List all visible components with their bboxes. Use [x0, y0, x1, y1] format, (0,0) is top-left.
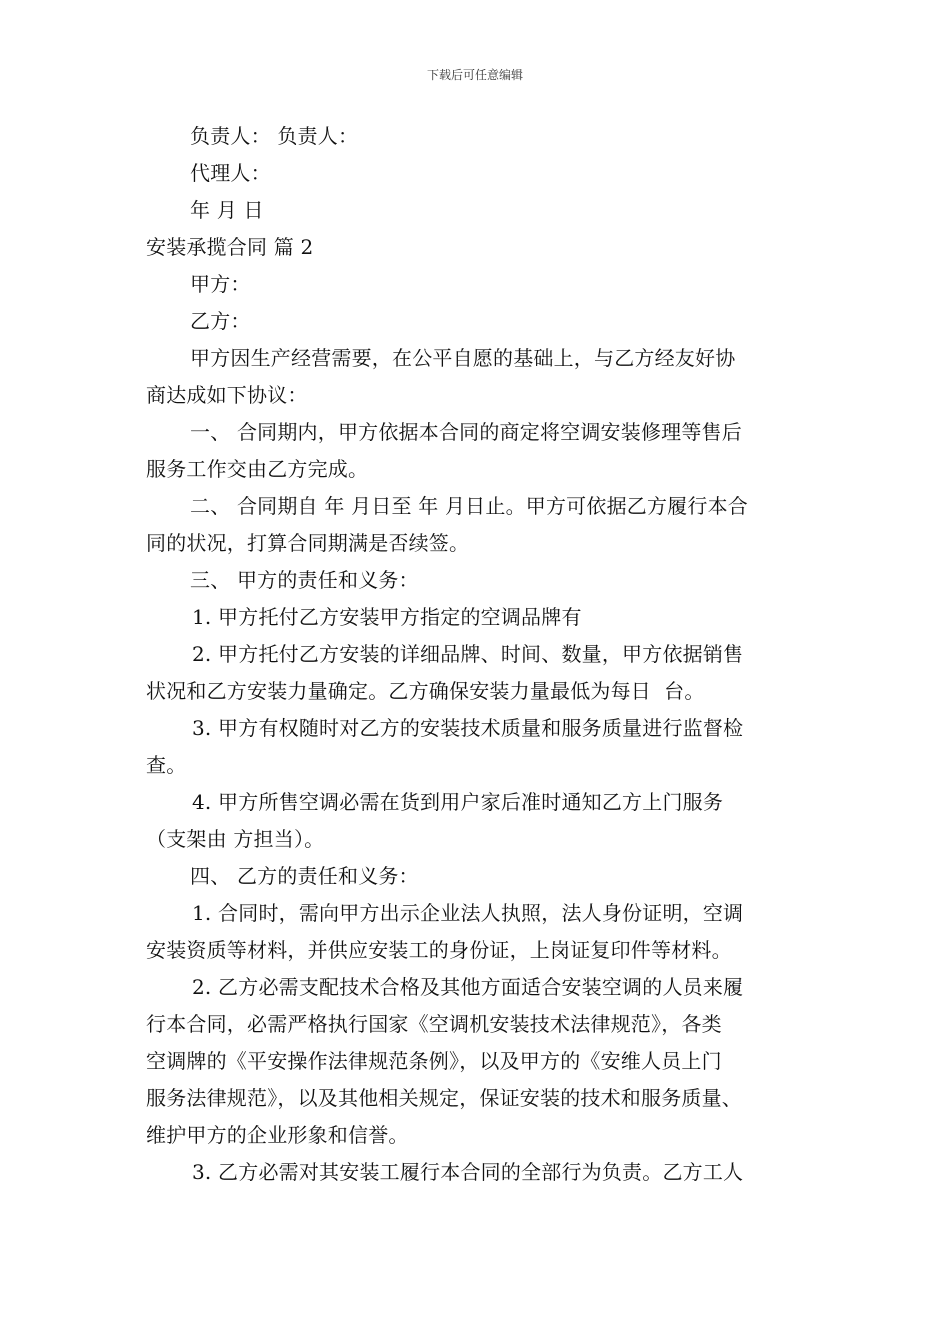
clause-line: 一、 合同期内，甲方依据本合同的商定将空调安装修理等售后: [190, 420, 742, 444]
item-line: 1. 甲方托付乙方安装甲方指定的空调品牌有: [192, 605, 582, 629]
item-line: 1. 合同时，需向甲方出示企业法人执照，法人身份证明，空调: [192, 901, 744, 925]
item-line: 2. 乙方必需支配技术合格及其他方面适合安装空调的人员来履: [192, 975, 744, 999]
clause-heading: 四、 乙方的责任和义务：: [190, 864, 419, 888]
clause-line: 服务工作交由乙方完成。: [146, 457, 369, 481]
paragraph-line: 商达成如下协议：: [146, 383, 308, 407]
document-body: [146, 118, 826, 1191]
item-line: 4. 甲方所售空调必需在货到用户家后准时通知乙方上门服务: [192, 790, 724, 814]
item-line: 2. 甲方托付乙方安装的详细品牌、时间、数量，甲方依据销售: [192, 642, 744, 666]
clause-line: 同的状况，打算合同期满是否续签。: [146, 531, 470, 555]
section-title: 安装承揽合同 篇 2: [146, 235, 314, 259]
party-a-line: 甲方：: [190, 272, 251, 296]
paragraph-line: 甲方因生产经营需要，在公平自愿的基础上，与乙方经友好协: [190, 346, 736, 370]
clause-line: 二、 合同期自 年 月日至 年 月日止。甲方可依据乙方履行本合: [190, 494, 748, 518]
item-line: 查。: [146, 753, 187, 777]
item-line: 安装资质等材料，并供应安装工的身份证，上岗证复印件等材料。: [146, 938, 732, 962]
item-line: 行本合同，必需严格执行国家《空调机安装技术法律规范》，各类: [146, 1012, 722, 1036]
item-line: 状况和乙方安装力量确定。乙方确保安装力量最低为每日 台。: [146, 679, 705, 703]
item-line: 3. 乙方必需对其安装工履行本合同的全部行为负责。乙方工人: [192, 1160, 744, 1184]
page-header: 下载后可任意编辑: [426, 68, 523, 82]
item-line: 维护甲方的企业形象和信誉。: [146, 1123, 409, 1147]
item-line: 3. 甲方有权随时对乙方的安装技术质量和服务质量进行监督检: [192, 716, 744, 740]
item-line: 空调牌的《平安操作法律规范条例》，以及甲方的《安维人员上门: [146, 1049, 722, 1073]
party-b-line: 乙方：: [190, 309, 251, 333]
item-line: 服务法律规范》，以及其他相关规定，保证安装的技术和服务质量、: [146, 1086, 742, 1110]
signature-line: 负责人： 负责人：: [190, 124, 359, 148]
date-line: 年 月 日: [190, 198, 264, 222]
agent-line: 代理人：: [190, 161, 271, 185]
item-line: （支架由 方担当）。: [146, 827, 325, 851]
clause-heading: 三、 甲方的责任和义务：: [190, 568, 419, 592]
